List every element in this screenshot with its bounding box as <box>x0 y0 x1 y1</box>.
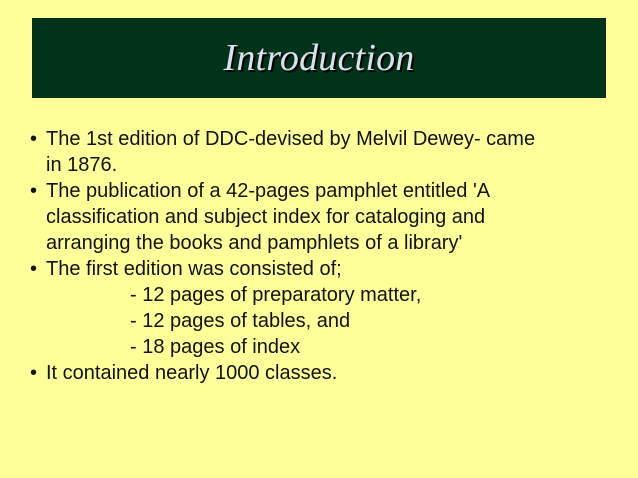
bullet-line: The publication of a 42-pages pamphlet entitled 'A <box>46 180 491 202</box>
bullet-line: It contained nearly 1000 classes. <box>46 362 338 384</box>
bullet-icon: • <box>30 258 38 280</box>
bullet-line: arranging the books and pamphlets of a library' <box>46 232 463 254</box>
bullet-line: classification and subject index for cataloging and <box>46 206 486 228</box>
sub-item: - 12 pages of preparatory matter, <box>130 284 422 306</box>
bullet-item <box>30 126 610 178</box>
bullet-line: The first edition was consisted of; <box>46 258 342 280</box>
bullet-icon: • <box>30 128 38 150</box>
bullet-item <box>30 360 610 386</box>
bullet-item <box>30 256 610 360</box>
slide-content <box>30 126 610 386</box>
bullet-line: in 1876. <box>46 154 118 176</box>
bullet-icon: • <box>30 362 38 384</box>
title-bar <box>32 18 606 98</box>
sub-item: - 18 pages of index <box>130 336 301 358</box>
slide-title: Introduction <box>223 37 415 79</box>
bullet-item <box>30 178 610 256</box>
bullet-icon: • <box>30 180 38 202</box>
bullet-line: The 1st edition of DDC-devised by Melvil Dewey- came <box>46 128 536 150</box>
sub-item: - 12 pages of tables, and <box>130 310 351 332</box>
